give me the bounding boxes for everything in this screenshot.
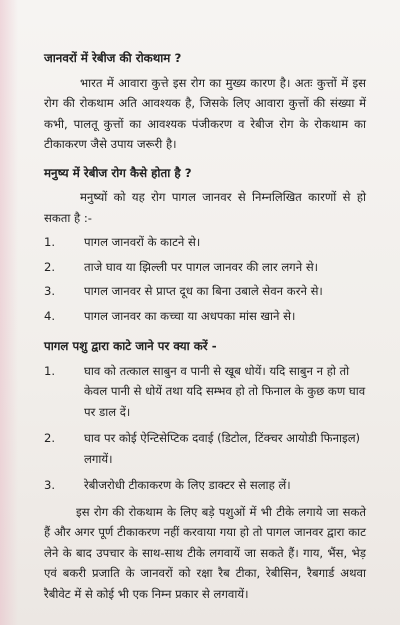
list-item <box>44 475 366 496</box>
list-item-text: ताजे घाव या झिल्ली पर पागल जानवर की लार लगने से। <box>84 259 319 274</box>
heading-what-to-do-after-bite: पागल पशु द्वारा काटे जाने पर क्या करें - <box>44 339 217 353</box>
list-item-text: पागल जानवर से प्राप्त दूध का बिना उबाले सेवन करने से। <box>84 284 323 298</box>
list-item-number: 2. <box>44 259 56 274</box>
list-item-text: रेबीजरोधी टीकाकरण के लिए डाक्टर से सलाह लें। <box>84 478 291 492</box>
first-aid-list <box>44 361 366 496</box>
paragraph-vaccination-closing: इस रोग की रोकथाम के लिए बड़े पशुओं में भी टीके लगाये जा सकते हैं और अगर पूर्ण टीकाकरण नहीं करवाया गया हो तो पागल जानवर द्वारा काट लेने के बाद उपचार के साथ-साथ टीके लगवायें जा सकते हैं। गाय, भैंस, भेड़ एवं बकरी प्रजाति के जानवरों को रक्षा रैब टीका, रेबीसिन, रैबगार्ड अथवा रैबीवेट में से कोई भी एक निम्न प्रकार से लगवायें। <box>44 504 366 601</box>
list-item <box>44 361 366 423</box>
list-item-number: 1. <box>44 235 56 249</box>
list-item <box>44 428 366 469</box>
list-item <box>44 281 366 302</box>
list-item-number: 1. <box>44 363 56 378</box>
causes-list <box>44 232 366 326</box>
list-item <box>44 232 366 253</box>
list-item-text: घाव को तत्काल साबुन व पानी से खूब धोयें। यदि साबुन न हो तो केवल पानी से धोयें तथा यदि सम्भव हो तो फिनाल के कुछ कण घाव पर डाल दें। <box>84 363 366 419</box>
list-item-text: घाव पर कोई ऐन्टिसेप्टिक दवाई (डिटोल, टिंक्चर आयोडी फिनाइल) लगायें। <box>84 431 361 466</box>
list-item <box>44 306 366 327</box>
heading-animal-rabies-prevention: जानवरों में रेबीज की रोकथाम ? <box>44 51 182 65</box>
paragraph-stray-dogs: भारत में आवारा कुत्ते इस रोग का मुख्य कारण है। अतः कुत्तों में इस रोग की रोकथाम अति आवश्यक है, जिसके लिए आवारा कुत्तों की संख्या में कभी, पालतू कुत्तों का आवश्यक पंजीकरण व रेबीज रोग के रोकथाम का टीकाकरण जैसे उपाय जरूरी है। <box>44 75 366 151</box>
list-item-number: 4. <box>44 308 56 323</box>
paragraph-causes-intro: मनुष्यों को यह रोग पागल जानवर से निम्नलिखित कारणों से हो सकता है :- <box>44 190 366 225</box>
heading-how-rabies-occurs-in-humans: मनुष्य में रेबीज रोग कैसे होता है ? <box>44 165 192 180</box>
list-item <box>44 257 366 278</box>
document-content <box>44 48 366 604</box>
list-item-text: पागल जानवर का कच्चा या अधपका मांस खाने से। <box>84 308 296 323</box>
list-item-text: पागल जानवरों के काटने से। <box>84 235 201 249</box>
list-item-number: 3. <box>44 284 56 298</box>
list-item-number: 3. <box>44 478 56 492</box>
list-item-number: 2. <box>44 431 56 445</box>
